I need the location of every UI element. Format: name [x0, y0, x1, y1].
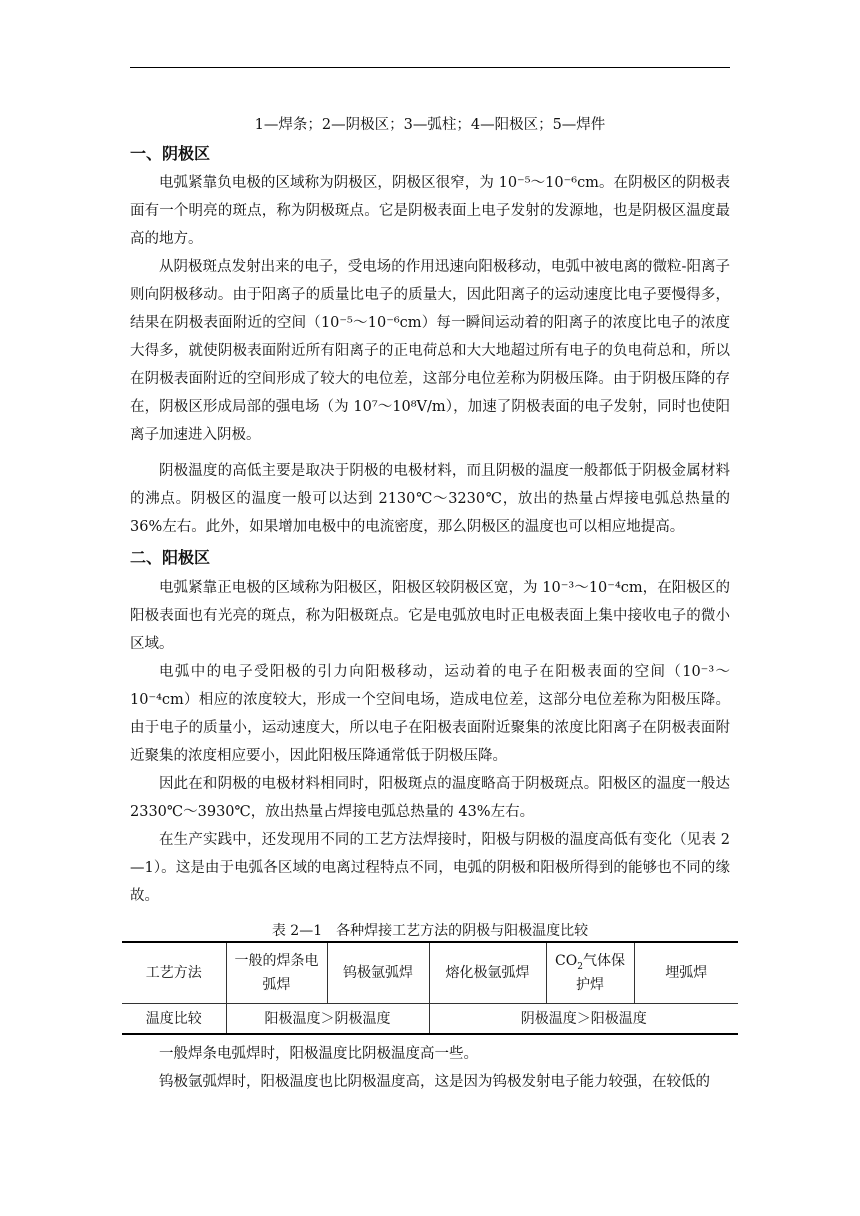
table-header-cell: 工艺方法	[122, 942, 226, 1004]
paragraph: 电弧中的电子受阳极的引力向阳极移动，运动着的电子在阳极表面的空间（10⁻³～10⁻⁴cm）相应的浓度较大，形成一个空间电场，造成电位差，这部分电位差称为阳极压降。由于电子的质量小，运动速度大，所以电子在阳极表面附近聚集的浓度比阳离子在阴极表面附近聚集的浓度相应要小，因此阳极压降通常低于阴极压降。	[130, 664, 730, 764]
figure-caption: 1—焊条；2—阴极区；3—弧柱；4—阳极区；5—焊件	[254, 117, 606, 133]
section-heading-cathode: 一、阴极区	[130, 144, 211, 163]
paragraph: 一般焊条电弧焊时，阳极温度比阴极温度高一些。	[159, 1046, 478, 1062]
table-header-cell: 埋弧焊	[634, 942, 738, 1004]
table-cell-group1: 阳极温度＞阴极温度	[226, 1004, 429, 1035]
paragraph: 电弧紧靠负电极的区域称为阴极区，阴极区很窄，为 10⁻⁵～10⁻⁶cm。在阴极区的阴极表面有一个明亮的斑点，称为阴极斑点。它是阴极表面上电子发射的发源地，也是阴极区温度最高的地方。	[130, 175, 730, 247]
table-row	[122, 1004, 738, 1035]
table-header-cell: 熔化极氩弧焊	[429, 942, 546, 1004]
table-header-cell: 一般的焊条电弧焊	[226, 942, 327, 1004]
header-rule	[130, 67, 730, 68]
table-header-cell: $CO_2$气体保护焊	[546, 942, 634, 1004]
table-cell-group2: 阴极温度＞阳极温度	[429, 1004, 738, 1035]
section-heading-anode: 二、阳极区	[130, 548, 211, 567]
table-header-row	[122, 942, 738, 1004]
table-header-cell: 钨极氩弧焊	[327, 942, 429, 1004]
paragraph: 电弧紧靠正电极的区域称为阳极区，阳极区较阴极区宽，为 10⁻³～10⁻⁴cm，在阳极区的阳极表面也有光亮的斑点，称为阳极斑点。它是电弧放电时正电极表面上集中接收电子的微小区域。	[130, 580, 730, 652]
paragraph: 在生产实践中，还发现用不同的工艺方法焊接时，阳极与阴极的温度高低有变化（见表 2—1）。这是由于电弧各区域的电离过程特点不同，电弧的阴极和阳极所得到的能够也不同的缘故。	[130, 832, 730, 904]
paragraph: 从阴极斑点发射出来的电子，受电场的作用迅速向阳极移动，电弧中被电离的微粒-阳离子则向阴极移动。由于阳离子的质量比电子的质量大，因此阳离子的运动速度比电子要慢得多，结果在阴极表面附近的空间（10⁻⁵～10⁻⁶cm）每一瞬间运动着的阳离子的浓度比电子的浓度大得多，就使阴极表面附近所有阳离子的正电荷总和大大地超过所有电子的负电荷总和，所以在阴极表面附近的空间形成了较大的电位差，这部分电位差称为阴极压降。由于阴极压降的存在，阴极区形成局部的强电场（为 10⁷～10⁸V/m），加速了阴极表面的电子发射，同时也使阳离子加速进入阴极。	[130, 259, 730, 443]
paragraph: 阴极温度的高低主要是取决于阴极的电极材料，而且阴极的温度一般都低于阴极金属材料的沸点。阴极区的温度一般可以达到 2130℃～3230℃，放出的热量占焊接电弧总热量的 36%左右。此外，如果增加电极中的电流密度，那么阴极区的温度也可以相应地提高。	[130, 463, 730, 535]
comparison-table	[122, 941, 738, 1035]
table-row-label: 温度比较	[122, 1004, 226, 1035]
paragraph: 因此在和阴极的电极材料相同时，阳极斑点的温度略高于阴极斑点。阳极区的温度一般达 2330℃～3930℃，放出热量占焊接电弧总热量的 43%左右。	[130, 776, 730, 820]
table-caption: 表 2—1 各种焊接工艺方法的阴极与阳极温度比较	[271, 923, 589, 939]
paragraph: 钨极氩弧焊时，阳极温度也比阴极温度高，这是因为钨极发射电子能力较强，在较低的	[159, 1074, 710, 1090]
